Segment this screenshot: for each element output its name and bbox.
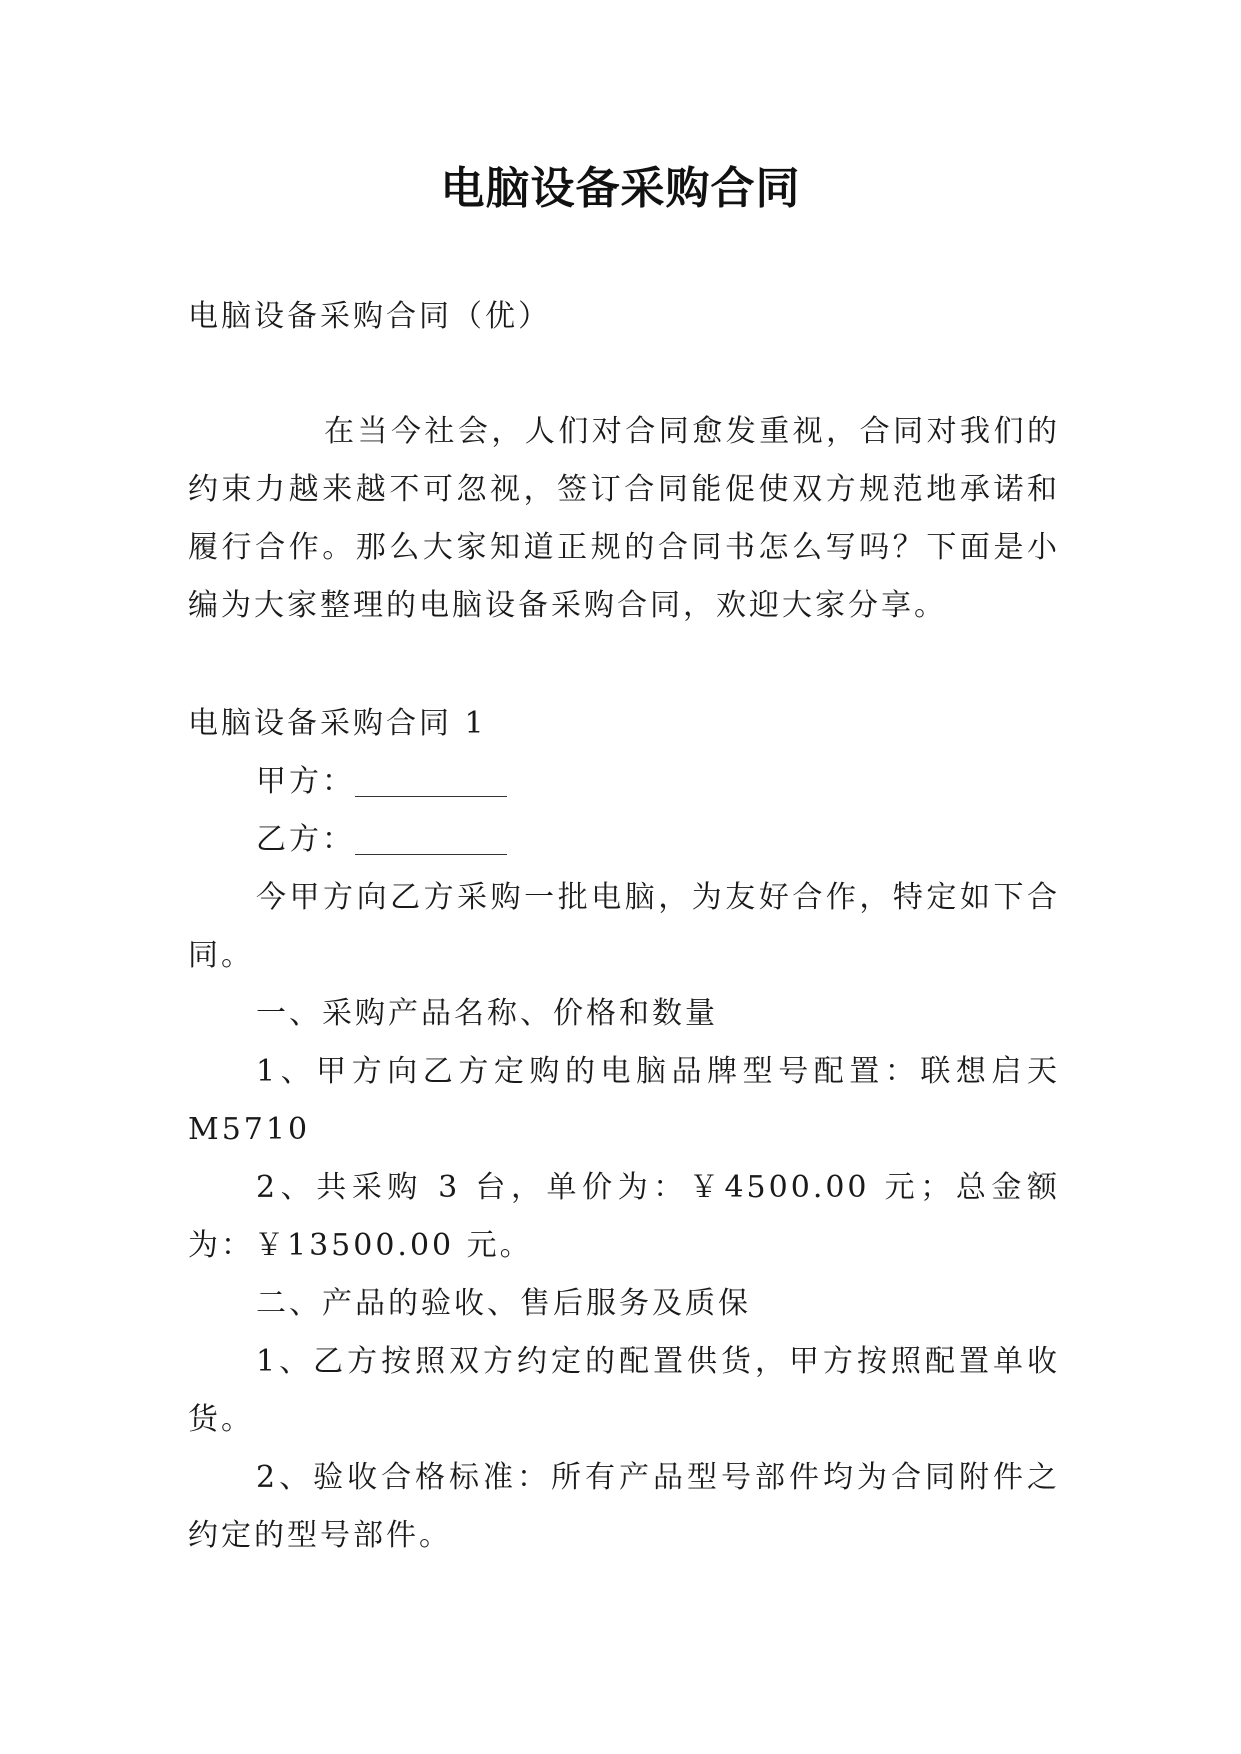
section2-title: 二、产品的验收、售后服务及质保	[256, 1286, 751, 1321]
preamble-paragraph: 今甲方向乙方采购一批电脑，为友好合作，特定如下合同。	[188, 880, 1060, 973]
party-b-line	[188, 811, 1060, 869]
document-subtitle: 电脑设备采购合同（优）	[188, 299, 551, 334]
party-b-label: 乙方：	[256, 822, 355, 857]
party-a-label: 甲方：	[256, 764, 355, 799]
party-b-blank	[355, 826, 507, 855]
section1-item1: 1、甲方向乙方定购的电脑品牌型号配置：联想启天 M5710	[188, 1054, 1060, 1147]
party-a-line	[188, 753, 1060, 811]
contract-section	[188, 695, 1060, 1565]
section2-item2: 2、验收合格标准：所有产品型号部件均为合同附件之约定的型号部件。	[188, 1460, 1060, 1553]
intro-paragraph: 在当今社会，人们对合同愈发重视，合同对我们的约束力越来越不可忽视，签订合同能促使双方规范地承诺和履行合作。那么大家知道正规的合同书怎么写吗？下面是小编为大家整理的电脑设备采购合同，欢迎大家分享。	[188, 414, 1060, 623]
section1-item2: 2、共采购 3 台，单价为：￥4500.00 元；总金额为：￥13500.00 元。	[188, 1170, 1060, 1263]
section1-title: 一、采购产品名称、价格和数量	[256, 996, 718, 1031]
document-title: 电脑设备采购合同	[440, 163, 801, 214]
section2-item1: 1、乙方按照双方约定的配置供货，甲方按照配置单收货。	[188, 1344, 1060, 1437]
contract-heading: 电脑设备采购合同 1	[188, 706, 487, 741]
party-a-blank	[355, 768, 507, 797]
